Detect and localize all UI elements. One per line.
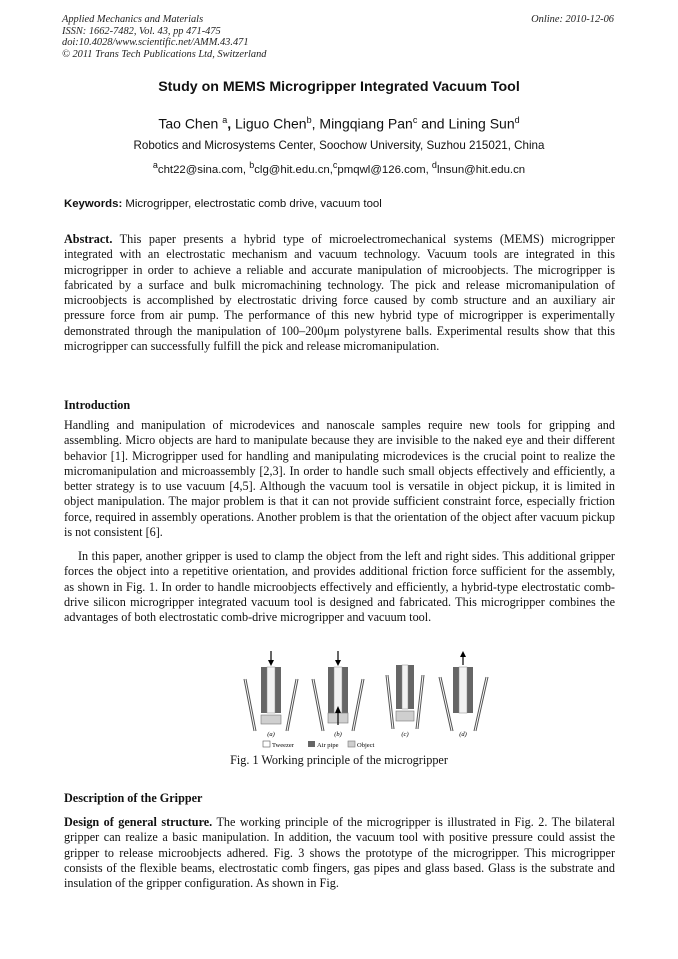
description-heading: Description of the Gripper — [64, 791, 203, 805]
air-pipe-wall — [467, 667, 473, 713]
author-superscript: c — [412, 115, 418, 125]
tweezer-arm — [246, 679, 256, 731]
author-list — [0, 115, 678, 132]
legend-swatch-air-pipe — [308, 741, 315, 747]
air-pipe-wall — [342, 667, 348, 713]
doi-line: doi:10.4028/www.scientific.net/AMM.43.471 — [62, 37, 249, 49]
email-list — [0, 160, 678, 176]
air-pipe-wall — [453, 667, 459, 713]
tweezer-arm — [474, 677, 486, 731]
figure-1-diagram — [236, 651, 496, 751]
panel-c — [386, 665, 424, 729]
air-pipe-wall — [408, 665, 414, 709]
legend-label: Object — [357, 742, 375, 749]
air-pipe-wall — [275, 667, 281, 713]
panel-b — [312, 651, 364, 731]
author-name: Liguo Chen — [234, 115, 307, 132]
air-pipe-channel — [402, 665, 408, 709]
tweezer-arm — [244, 679, 254, 731]
arrow-head — [460, 651, 466, 657]
issn-line: ISSN: 1662-7482, Vol. 43, pp 471-475 — [62, 25, 221, 37]
author-separator: and — [417, 115, 449, 132]
panel-label: (c) — [401, 731, 409, 738]
author-superscript: a — [222, 115, 228, 125]
legend-label: Air pipe — [317, 742, 339, 749]
email-address[interactable]: pmqwl@126.com, — [337, 163, 432, 176]
keywords-text: Microgripper, electrostatic comb drive, vacuum tool — [122, 198, 382, 210]
email-superscript: c — [332, 160, 338, 170]
tweezer-arm — [286, 679, 296, 731]
object-block — [261, 715, 281, 724]
tweezer-arm — [476, 677, 488, 731]
abstract-paragraph — [64, 232, 615, 354]
arrow-head — [268, 660, 274, 666]
air-pipe-channel — [267, 667, 275, 713]
copyright-line: © 2011 Trans Tech Publications Ltd, Switzerland — [62, 48, 267, 60]
panel-d — [439, 651, 488, 731]
introduction-heading: Introduction — [64, 398, 131, 412]
keywords — [64, 198, 616, 210]
subsection-label: Design of general structure. — [64, 815, 213, 829]
figure-1-caption: Fig. 1 Working principle of the microgripper — [230, 753, 448, 767]
tweezer-arm — [314, 679, 324, 731]
object-block — [396, 711, 414, 721]
online-date: Online: 2010-12-06 — [531, 14, 614, 25]
air-pipe-wall — [261, 667, 267, 713]
author-separator: , — [227, 115, 235, 132]
author-superscript: b — [306, 115, 312, 125]
panel-label: (d) — [459, 731, 467, 738]
journal-header — [62, 14, 266, 60]
panel-label: (a) — [267, 731, 275, 738]
panel-label: (b) — [334, 731, 342, 738]
air-pipe-channel — [459, 667, 467, 713]
figure-legend — [263, 741, 375, 749]
tweezer-arm — [352, 679, 362, 731]
journal-name: Applied Mechanics and Materials — [62, 14, 204, 25]
author-name: Mingqiang Pan — [319, 115, 413, 132]
tweezer-arm — [288, 679, 298, 731]
author-name: Lining Sun — [448, 115, 515, 132]
air-pipe-wall — [328, 667, 334, 713]
author-superscript: d — [514, 115, 520, 125]
legend-swatch-tweezer — [263, 741, 270, 747]
author-separator: , — [311, 115, 320, 132]
description-paragraph — [64, 815, 615, 891]
email-address[interactable]: clg@hit.edu.cn, — [254, 163, 333, 176]
legend-label: Tweezer — [272, 742, 294, 749]
description-text: The working principle of the microgripper is illustrated in Fig. 2. The bilateral gripper can realize a basic manipulation. In addition, the vacuum tool with positive pressure could assist the gripper to release microobjects adhered. Fig. 3 shows the prototype of the microgripper. This microgripper consists of the flexible beams, electrostatic comb fingers, gas pipes and glass based. Glass is the substrate and insulation of the gripper configuration. As shown in Fig. — [64, 815, 615, 891]
abstract-label: Abstract. — [64, 232, 113, 246]
affiliation: Robotics and Microsystems Center, Soochow University, Suzhou 215021, China — [133, 139, 545, 152]
abstract-text: This paper presents a hybrid type of microelectromechanical systems (MEMS) microgripper integrated with an electrostatic mechanism and vacuum technology. Vacuum tools are integrated in this microgripper in order to achieve a reliable and accurate manipulation of microobjects. The microgripper is fabricated by a surface and bulk micromachining technology. The pick and release micromanipulation of microobjects is accomplished by electrostatic driving force caused by comb structure and an auxiliary air pressure force from air pump. The performance of this new hybrid type of microgripper is experimentally demonstrated through the manipulation of 100–200μm polystyrene balls. Experimental results show that this microgripper can successfully fulfill the pick and release micromanipulation. — [64, 232, 615, 354]
paper-title: Study on MEMS Microgripper Integrated Vacuum Tool — [158, 79, 520, 95]
email-address[interactable]: cht22@sina.com, — [157, 163, 250, 176]
email-address[interactable]: lnsun@hit.edu.cn — [436, 163, 526, 176]
email-superscript: b — [249, 160, 255, 170]
introduction-paragraph-1: Handling and manipulation of microdevices and nanoscale samples require new tools for gripping and assembling. Micro objects are hard to manipulate because they are invisible to the naked eye and their different behavior [1]. Microgripper used for handling and manipulating microdevices is the crucial point to realize the micromanipulation and microassembly [2,3]. In order to handle such small objects effectively and efficiently, a better strategy is to use vacuum [4,5]. Although the vacuum tool is versatile in object pickup, it is limited in object manipulation. The major problem is that it can not provide sufficient constraint force, especially friction force, required in assembly operations. Another problem is that the orientation of the object after vacuum pickup is not consistent [6]. — [64, 418, 615, 540]
keywords-label: Keywords: — [64, 198, 123, 210]
email-superscript: a — [152, 160, 158, 170]
panel-a — [244, 651, 298, 731]
tweezer-arm — [439, 677, 451, 731]
tweezer-arm — [441, 677, 453, 731]
email-superscript: d — [431, 160, 437, 170]
introduction-paragraph-2: In this paper, another gripper is used to clamp the object from the left and right sides. This additional gripper forces the object into a repetitive orientation, and provides additional friction force sufficient for the assembly, as shown in Fig. 1. In order to handle microobjects effectively and efficiently, a hybrid-type electrostatic comb-drive silicon microgripper integrated vacuum tool is designed and fabricated. This microgripper combines the advantages of both electrostatic comb-drive microgripper and vacuum tool. — [64, 549, 615, 625]
arrow-head — [335, 660, 341, 666]
tweezer-arm — [354, 679, 364, 731]
air-pipe-wall — [396, 665, 402, 709]
legend-swatch-object — [348, 741, 355, 747]
tweezer-arm — [312, 679, 322, 731]
author-name: Tao Chen — [158, 115, 223, 132]
